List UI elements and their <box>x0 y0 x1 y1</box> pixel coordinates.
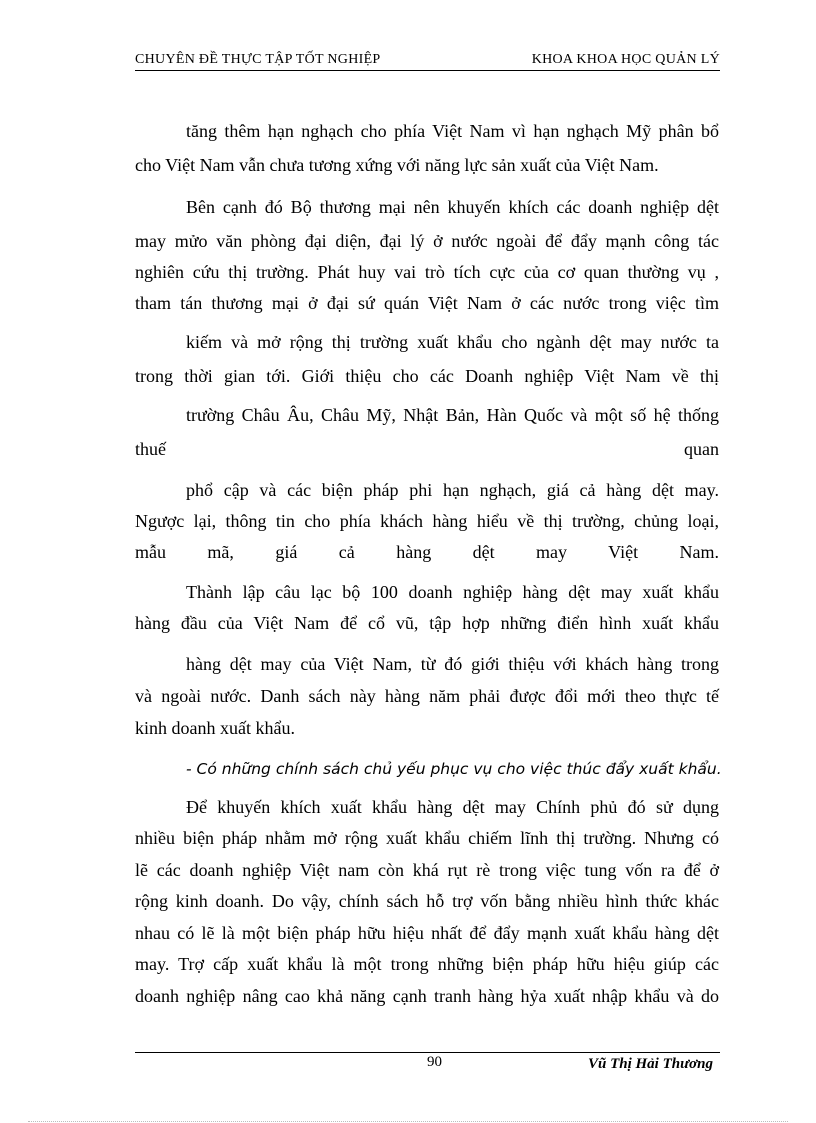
text-line: mẫu mã, giá cả hàng dệt may Việt Nam. <box>135 542 719 562</box>
text-line: kiếm và mở rộng thị trường xuất khẩu cho ngành dệt may nước ta <box>186 332 719 352</box>
header-right-title: KHOA KHOA HỌC QUẢN LÝ <box>531 52 720 67</box>
footer-rule <box>135 1052 720 1053</box>
header-left-title: CHUYÊN ĐỀ THỰC TẬP TỐT NGHIỆP <box>135 52 381 67</box>
text-line: may mửo văn phòng đại diện, đại lý ở nước ngoài để đẩy mạnh công tác <box>135 231 719 251</box>
text-line: và ngoài nước. Danh sách này hàng năm phải được đổi mới theo thực tế <box>135 686 719 706</box>
text-line: Bên cạnh đó Bộ thương mại nên khuyến khích các doanh nghiệp dệt <box>186 197 719 217</box>
text-line: Thành lập câu lạc bộ 100 doanh nghiệp hàng dệt may xuất khẩu <box>186 582 719 602</box>
page-header <box>135 50 720 71</box>
text-line: trong thời gian tới. Giới thiệu cho các Doanh nghiệp Việt Nam về thị <box>135 366 719 386</box>
text-line: doanh nghiệp nâng cao khả năng cạnh tranh hàng hỷa xuất nhập khẩu và do <box>135 986 719 1006</box>
section-heading: - Có những chính sách chủ yếu phục vụ cho việc thúc đẩy xuất khẩu. <box>186 760 722 778</box>
text-line: hàng đầu của Việt Nam để cổ vũ, tập hợp những điển hình xuất khẩu <box>135 613 719 633</box>
page-number: 90 <box>427 1054 442 1070</box>
text-line: rộng kinh doanh. Do vậy, chính sách hỗ trợ vốn bằng nhiều hình thức khác <box>135 891 719 911</box>
text-line: nhau có lẽ là một biện pháp hữu hiệu nhất để đẩy mạnh xuất khẩu hàng dệt <box>135 923 719 943</box>
text-line: nhiều biện pháp nhằm mở rộng xuất khẩu chiếm lĩnh thị trường. Nhưng có <box>135 828 719 848</box>
text-line: Để khuyến khích xuất khẩu hàng dệt may Chính phủ đó sử dụng <box>186 797 719 817</box>
text-line: thuế quan <box>135 439 719 459</box>
text-line: may. Trợ cấp xuất khẩu là một trong những biện pháp hữu hiệu giúp các <box>135 954 719 974</box>
text-line: nghiên cứu thị trường. Phát huy vai trò tích cực của cơ quan thường vụ , <box>135 262 719 282</box>
text-line: tham tán thương mại ở đại sứ quán Việt Nam ở các nước trong việc tìm <box>135 293 719 313</box>
footer-author: Vũ Thị Hải Thương <box>588 1056 713 1072</box>
text-line: Ngược lại, thông tin cho phía khách hàng hiểu về thị trường, chủng loại, <box>135 511 719 531</box>
page-edge-divider <box>28 1121 788 1122</box>
text-line: phổ cập và các biện pháp phi hạn nghạch, giá cả hàng dệt may. <box>186 480 719 500</box>
text-line: hàng dệt may của Việt Nam, từ đó giới thiệu với khách hàng trong <box>186 654 719 674</box>
text-line: trường Châu Âu, Châu Mỹ, Nhật Bản, Hàn Quốc và một số hệ thống <box>186 405 719 425</box>
text-line: kinh doanh xuất khẩu. <box>135 718 295 738</box>
text-line: tăng thêm hạn nghạch cho phía Việt Nam vì hạn nghạch Mỹ phân bổ <box>186 121 719 141</box>
text-line: cho Việt Nam vẫn chưa tương xứng với năng lực sản xuất của Việt Nam. <box>135 155 659 175</box>
text-line: lẽ các doanh nghiệp Việt nam còn khá rụt rè trong việc tung vốn ra để ở <box>135 860 719 880</box>
